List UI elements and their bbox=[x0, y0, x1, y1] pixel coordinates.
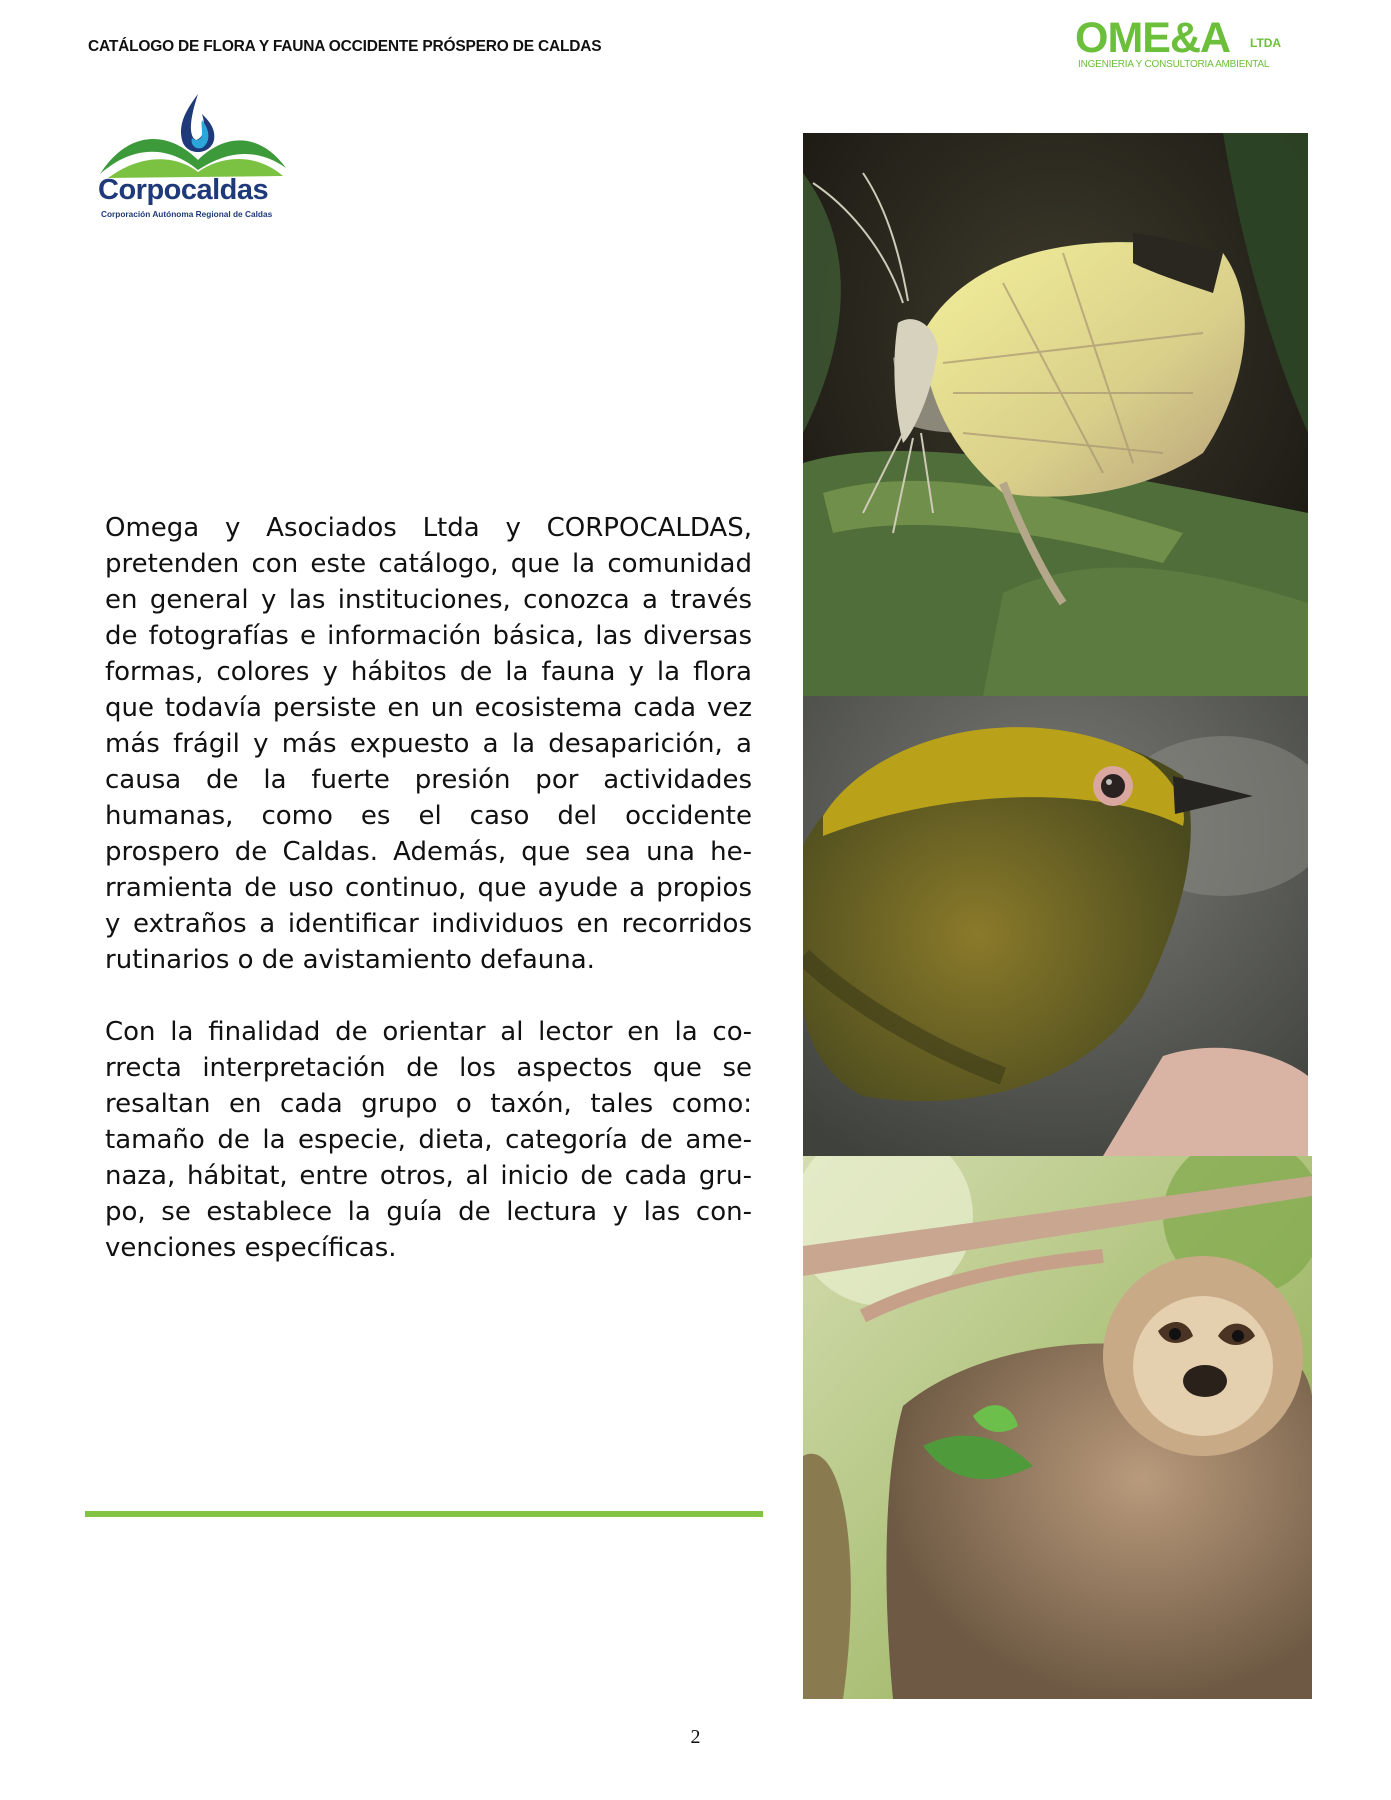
omega-logo bbox=[1075, 14, 1305, 74]
bird-photo bbox=[803, 696, 1308, 1156]
butterfly-photo bbox=[803, 133, 1308, 696]
omega-logo-ltda: LTDA bbox=[1250, 36, 1282, 50]
corpocaldas-name: Corpocaldas bbox=[98, 174, 269, 206]
corpocaldas-subtitle: Corporación Autónoma Regional de Caldas bbox=[101, 209, 273, 219]
sloth-photo bbox=[803, 1156, 1312, 1699]
divider-rule bbox=[85, 1511, 763, 1517]
page-number: 2 bbox=[690, 1726, 701, 1748]
header-title: CATÁLOGO DE FLORA Y FAUNA OCCIDENTE PRÓSPERO DE CALDAS bbox=[88, 38, 602, 55]
intro-paragraph: Omega y Asociados Ltda y CORPOCALDAS, pretenden con este catálogo, que la comunidad en general y las instituciones, conozca a través de fotografías e información básica, las diversas formas, colores y hábitos de la fauna y la flora que todavía persiste en un ecosistema cada vez más frágil y más expuesto a la desaparición, a causa de la fuerte presión por actividades humanas, como es el caso del occidente prospero de Caldas. Además, que sea una herramienta de uso continuo, que ayude a propios y extraños a identificar individuos en recorridos rutinarios o de avistamiento defauna. bbox=[105, 513, 752, 975]
intro-text bbox=[105, 510, 752, 1302]
corpocaldas-logo bbox=[98, 90, 288, 220]
omega-logo-subtitle: INGENIERIA Y CONSULTORIA AMBIENTAL bbox=[1078, 59, 1270, 70]
corpocaldas-emblem-icon bbox=[98, 90, 288, 180]
omega-logo-text: OME&A bbox=[1075, 14, 1231, 62]
intro-paragraph: Con la finalidad de orientar al lector en la correcta interpretación de los aspectos que se resaltan en cada grupo o taxón, tales como: tamaño de la especie, dieta, categoría de amenaza, hábitat, entre otros, al inicio de cada grupo, se establece la guía de lectura y las convenciones específicas. bbox=[105, 1017, 752, 1263]
